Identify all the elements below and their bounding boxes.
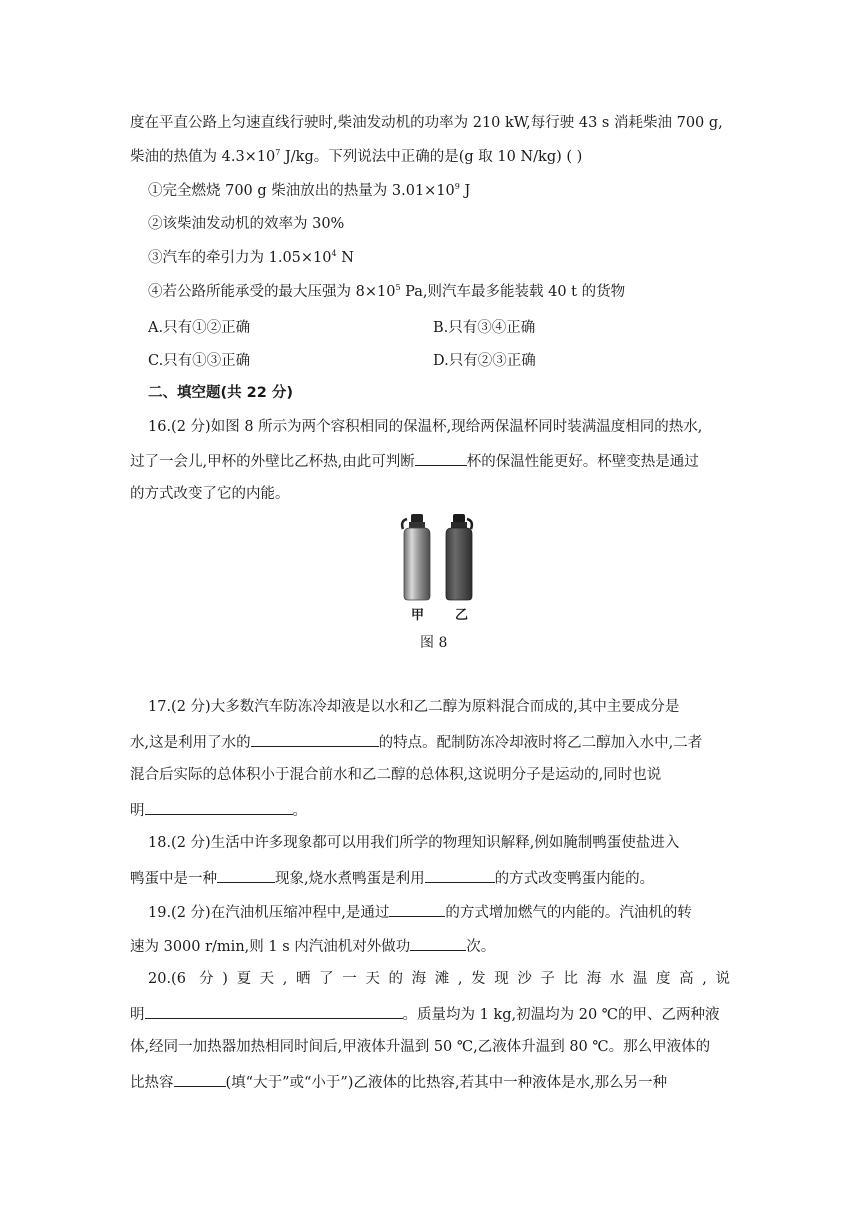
q20-line-1: 20.(6 分)夏天,晒了一天的海滩,发现沙子比海水温度高,说: [148, 971, 730, 987]
q18-line-1: 18.(2 分)生活中许多现象都可以用我们所学的物理知识解释,例如腌制鸭蛋使盐进入: [148, 835, 680, 851]
q20-blank-2[interactable]: [174, 1071, 226, 1087]
bottle-label-left: 甲: [411, 608, 425, 623]
q15-statement-3: ③汽车的牵引力为 $1.05\times 10^4$ N: [148, 249, 354, 266]
thermos-bottle-icon: [402, 514, 430, 600]
figure-caption: 图 8: [420, 635, 448, 651]
q20-line-4: 比热容 (填“大于”或“小于”)乙液体的比热容,若其中一种液体是水,那么另一种: [130, 1071, 667, 1093]
q15-line-2: 柴油的热值为 $4.3\times 10^7$ J/kg。下列说法中正确的是(g 取 10 N/kg) ( ): [130, 148, 583, 165]
q16-blank-1[interactable]: [415, 450, 467, 466]
q18-blank-2[interactable]: [425, 867, 495, 883]
q17-line-2: 水,这是利用了水的 的特点。配制防冻冷却液时将乙二醇加入水中,二者: [130, 731, 702, 753]
q20-blank-1[interactable]: [145, 1003, 403, 1019]
bottle-label-right: 乙: [455, 608, 469, 623]
q19-line-1: 19.(2 分)在汽油机压缩冲程中,是通过 的方式增加燃气的内能的。汽油机的转: [148, 901, 692, 923]
q20-line-3: 体,经同一加热器加热相同时间后,甲液体升温到 50 ℃,乙液体升温到 80 ℃。那么甲液体的: [130, 1039, 711, 1055]
q17-blank-1[interactable]: [251, 731, 379, 747]
q15-line-1: 度在平直公路上匀速直线行驶时,柴油发动机的功率为 210 kW,每行驶 43 s 消耗柴油 700 g,: [130, 115, 723, 131]
q15-statement-4: ④若公路所能承受的最大压强为 $8\times 10^5$ Pa,则汽车最多能装载 40 t 的货物: [148, 283, 626, 300]
q17-line-1: 17.(2 分)大多数汽车防冻冷却液是以水和乙二醇为原料混合而成的,其中主要成分是: [148, 699, 680, 715]
q19-blank-1[interactable]: [389, 901, 445, 917]
q16-line-2: 过了一会儿,甲杯的外壁比乙杯热,由此可判断 杯的保温性能更好。杯壁变热是通过: [130, 450, 699, 472]
q18-blank-1[interactable]: [217, 867, 275, 883]
q15-statement-2: ②该柴油发动机的效率为 30%: [148, 216, 345, 232]
q19-line-2: 速为 3000 r/min,则 1 s 内汽油机对外做功 次。: [130, 935, 495, 957]
q16-line-3: 的方式改变了它的内能。: [130, 486, 290, 502]
section-heading: 二、填空题(共 22 分): [148, 385, 294, 401]
q18-line-2: 鸭蛋中是一种 现象,烧水煮鸭蛋是利用 的方式改变鸭蛋内能的。: [130, 867, 654, 889]
q17-line-3: 混合后实际的总体积小于混合前水和乙二醇的总体积,这说明分子是运动的,同时也说: [130, 767, 662, 783]
q17-blank-2[interactable]: [145, 799, 293, 815]
q20-line-2: 明 。质量均为 1 kg,初温均为 20 ℃的甲、乙两种液: [130, 1003, 720, 1025]
q15-option-b: B.只有③④正确: [433, 320, 536, 336]
q17-line-4: 明 。: [130, 799, 307, 821]
q15-option-d: D.只有②③正确: [433, 353, 536, 369]
q19-blank-2[interactable]: [410, 935, 466, 951]
q15-statement-1: ①完全燃烧 700 g 柴油放出的热量为 $3.01\times 10^9$ J: [148, 182, 471, 199]
figure-8-bottles: [395, 510, 485, 628]
q15-option-a: A.只有①②正确: [148, 320, 251, 336]
thermos-bottle-icon: [446, 514, 472, 600]
q15-option-c: C.只有①③正确: [148, 353, 251, 369]
q16-line-1: 16.(2 分)如图 8 所示为两个容积相同的保温杯,现给两保温杯同时装满温度相同的热水,: [148, 419, 703, 435]
